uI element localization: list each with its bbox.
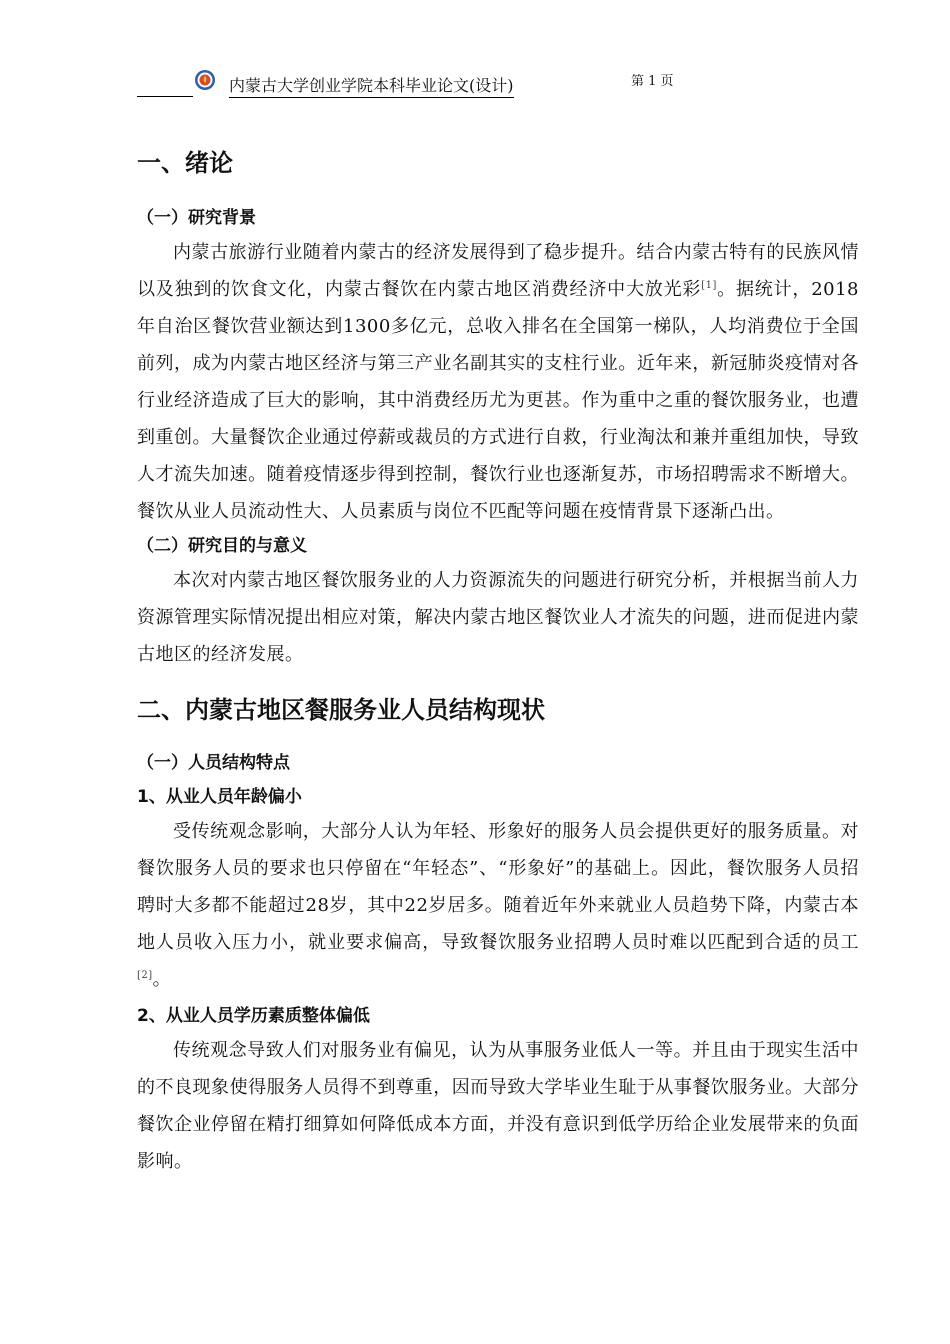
page-header xyxy=(137,66,817,100)
body-paragraph: 内蒙古旅游行业随着内蒙古的经济发展得到了稳步提升。结合内蒙古特有的民族风情以及独到的饮食文化，内蒙古餐饮在内蒙古地区消费经济中大放光彩[1]。据统计，2018年自治区餐饮营业额达到1300多亿元，总收入排名在全国第一梯队，人均消费位于全国前列，成为内蒙古地区经济与第三产业名副其实的支柱行业。近年来，新冠肺炎疫情对各行业经济造成了巨大的影响，其中消费经历尤为更甚。作为重中之重的餐饮服务业，也遭到重创。大量餐饮企业通过停薪或裁员的方式进行自救，行业淘汰和兼并重组加快，导致人才流失加速。随着疫情逐步得到控制，餐饮行业也逐渐复苏，市场招聘需求不断增大。餐饮从业人员流动性大、人员素质与岗位不匹配等问题在疫情背景下逐渐凸出。 xyxy=(137,242,860,522)
subsection-heading: （二）研究目的与意义 xyxy=(137,536,307,556)
document-body xyxy=(137,140,859,1180)
citation: [2] xyxy=(137,970,153,981)
body-paragraph: 传统观念导致人们对服务业有偏见，认为从事服务业低人一等。并且由于现实生活中的不良现象使得服务人员得不到尊重，因而导致大学毕业生耻于从事餐饮服务业。大部分餐饮企业停留在精打细算如何降低成本方面，并没有意识到低学历给企业发展带来的负面影响。 xyxy=(137,1040,859,1172)
item-heading: 1、从业人员年龄偏小 xyxy=(137,787,302,807)
citation: [1] xyxy=(701,280,717,291)
subsection-heading: （一）人员结构特点 xyxy=(137,753,290,773)
page-number: 第 1 页 xyxy=(631,74,674,89)
item-heading: 2、从业人员学历素质整体偏低 xyxy=(137,1006,370,1026)
section-heading: 二、内蒙古地区餐服务业人员结构现状 xyxy=(137,696,545,724)
body-paragraph: 受传统观念影响，大部分人认为年轻、形象好的服务人员会提供更好的服务质量。对餐饮服务人员的要求也只停留在“年轻态”、“形象好”的基础上。因此，餐饮服务人员招聘时大多都不能超过28岁，其中22岁居多。随着近年外来就业人员趋势下降，内蒙古本地人员收入压力小，就业要求偏高，导致餐饮服务业招聘人员时难以匹配到合适的员工[2]。 xyxy=(137,821,859,990)
header-rule xyxy=(137,96,193,97)
section-heading: 一、绪论 xyxy=(137,149,233,177)
subsection-heading: （一）研究背景 xyxy=(137,208,256,228)
header-title: 内蒙古大学创业学院本科毕业论文(设计) xyxy=(229,76,514,98)
university-logo-icon xyxy=(194,69,216,91)
body-paragraph: 本次对内蒙古地区餐饮服务业的人力资源流失的问题进行研究分析，并根据当前人力资源管理实际情况提出相应对策，解决内蒙古地区餐饮业人才流失的问题，进而促进内蒙古地区的经济发展。 xyxy=(137,570,859,665)
